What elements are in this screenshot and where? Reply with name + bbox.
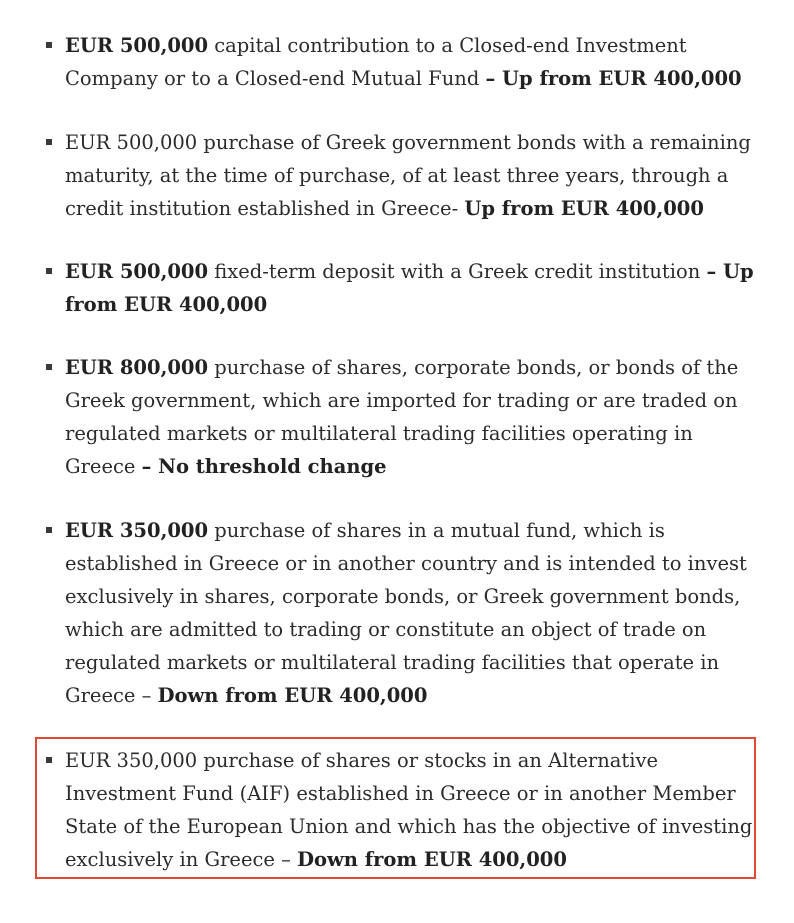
description: EUR 350,000 purchase of shares or stocks in an Alternative Investment Fund (AIF) established in Greece or in another Member State of the European Union and which has the objective of investing exclusively in Greece – (65, 749, 753, 871)
bullet-icon (46, 364, 52, 370)
list-item-text (65, 514, 760, 712)
description: purchase of shares in a mutual fund, which is established in Greece or in another country and is intended to invest exclusively in shares, corporate bonds, or Greek government bonds, which are admitted to trading or constitute an object of trade on regulated markets or multilateral trading facilities that operate in Greece – (65, 519, 747, 707)
amount-label: EUR 500,000 (65, 260, 209, 283)
description: capital contribution to a Closed-end Investment Company or to a Closed-end Mutual Fund (65, 34, 687, 90)
threshold-change: Down from EUR 400,000 (157, 684, 428, 707)
list-item-text (65, 255, 760, 321)
amount-label: EUR 500,000 (65, 34, 209, 57)
list-item-text (65, 126, 760, 225)
description: purchase of shares, corporate bonds, or bonds of the Greek government, which are imported for trading or are traded on regulated markets or multilateral trading facilities operating in Greece (65, 356, 739, 478)
threshold-change: – Up from EUR 400,000 (65, 260, 754, 316)
threshold-change: Up from EUR 400,000 (464, 197, 704, 220)
highlight-box (35, 737, 756, 879)
description: fixed-term deposit with a Greek credit institution (208, 260, 707, 283)
bullet-icon (46, 527, 52, 533)
bullet-icon (46, 139, 52, 145)
list-item-text (65, 351, 760, 483)
amount-label: EUR 800,000 (65, 356, 209, 379)
amount-label: EUR 350,000 (65, 519, 209, 542)
description: EUR 500,000 purchase of Greek government bonds with a remaining maturity, at the time of purchase, of at least three years, through a credit institution established in Greece- (65, 131, 751, 220)
threshold-change: Down from EUR 400,000 (297, 848, 567, 871)
bullet-icon (46, 42, 52, 48)
bullet-icon (46, 268, 52, 274)
list-item-text (65, 29, 760, 95)
threshold-change: – No threshold change (141, 455, 387, 478)
threshold-change: – Up from EUR 400,000 (485, 67, 742, 90)
